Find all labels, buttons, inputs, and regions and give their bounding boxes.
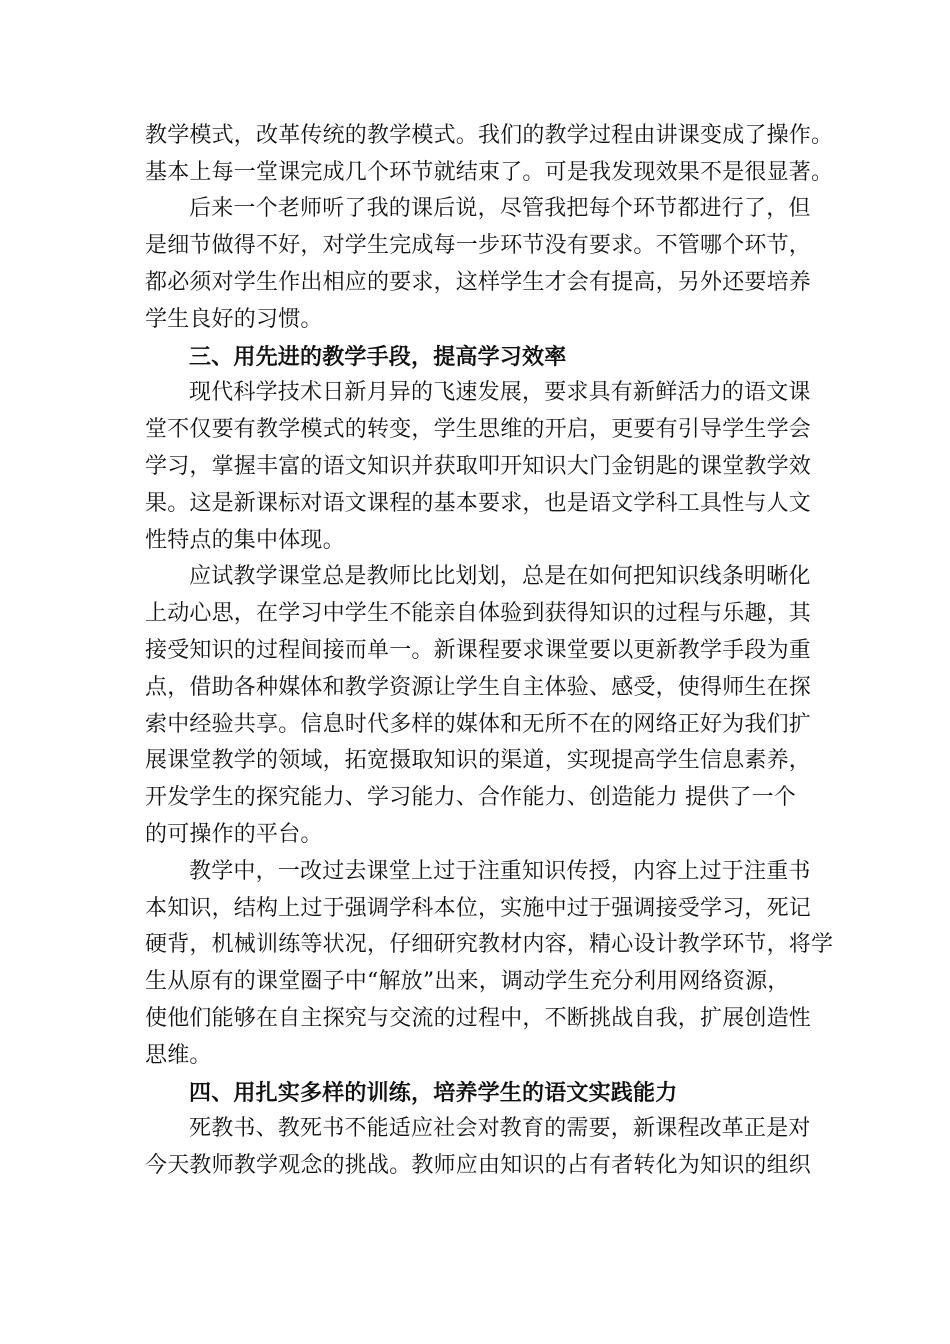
body-text-line: 果。这是新课标对语文课程的基本要求，也是语文学科工具性与人文 [145, 491, 812, 516]
body-text-line: 上动心思，在学习中学生不能亲自体验到获得知识的过程与乐趣，其 [145, 601, 812, 626]
body-text-line: 开发学生的探究能力、学习能力、合作能力、创造能力 提供了一个 [145, 785, 796, 810]
body-text-line: 性特点的集中体现。 [145, 528, 345, 553]
paragraph-first-line: 教学中，一改过去课堂上过于注重知识传授，内容上过于注重书 [189, 859, 811, 884]
body-text-line: 接受知识的过程间接而单一。新课程要求课堂要以更新教学手段为重 [145, 638, 812, 663]
body-text-line: 使他们能够在自主探究与交流的过程中，不断挑战自我，扩展创造性 [145, 1006, 812, 1031]
body-text-line: 生从原有的课堂圈子中“解放”出来，调动学生充分利用网络资源， [145, 969, 790, 994]
body-text-line: 思维。 [145, 1043, 212, 1068]
paragraph-first-line: 后来一个老师听了我的课后说，尽管我把每个环节都进行了，但 [189, 196, 811, 221]
body-text-line: 堂不仅要有教学模式的转变，学生思维的开启，更要有引导学生学会 [145, 417, 812, 442]
body-text-line: 点，借助各种媒体和教学资源让学生自主体验、感受，使得师生在探 [145, 675, 812, 700]
body-text-line: 学习，掌握丰富的语文知识并获取叩开知识大门金钥匙的课堂教学效 [145, 454, 812, 479]
body-text-line: 是细节做得不好，对学生完成每一步环节没有要求。不管哪个环节， [145, 233, 812, 258]
body-text-line: 硬背，机械训练等状况，仔细研究教材内容，精心设计教学环节，将学 [145, 932, 834, 957]
body-text-line: 都必须对学生作出相应的要求，这样学生才会有提高，另外还要培养 [145, 270, 812, 295]
paragraph-first-line: 现代科学技术日新月异的飞速发展，要求具有新鲜活力的语文课 [189, 380, 811, 405]
body-text-line: 学生良好的习惯。 [145, 307, 323, 332]
body-text-line: 教学模式，改革传统的教学模式。我们的教学过程由讲课变成了操作。 [145, 123, 834, 148]
section-heading-3: 三、用先进的教学手段，提高学习效率 [189, 344, 567, 370]
body-text-line: 基本上每一堂课完成几个环节就结束了。可是我发现效果不是很显著。 [145, 160, 834, 185]
body-text-line: 展课堂教学的领域，拓宽摄取知识的渠道，实现提高学生信息素养， [145, 748, 812, 773]
body-text-line: 今天教师教学观念的挑战。教师应由知识的占有者转化为知识的组织 [145, 1153, 812, 1178]
paragraph-first-line: 死教书、教死书不能适应社会对教育的需要，新课程改革正是对 [189, 1116, 811, 1141]
section-heading-4: 四、用扎实多样的训练，培养学生的语文实践能力 [189, 1080, 678, 1106]
body-text-line: 本知识，结构上过于强调学科本位，实施中过于强调接受学习，死记 [145, 896, 812, 921]
body-text-line: 索中经验共享。信息时代多样的媒体和无所不在的网络正好为我们扩 [145, 712, 812, 737]
body-text-line: 的可操作的平台。 [145, 822, 323, 847]
paragraph-first-line: 应试教学课堂总是教师比比划划，总是在如何把知识线条明晰化 [189, 564, 811, 589]
